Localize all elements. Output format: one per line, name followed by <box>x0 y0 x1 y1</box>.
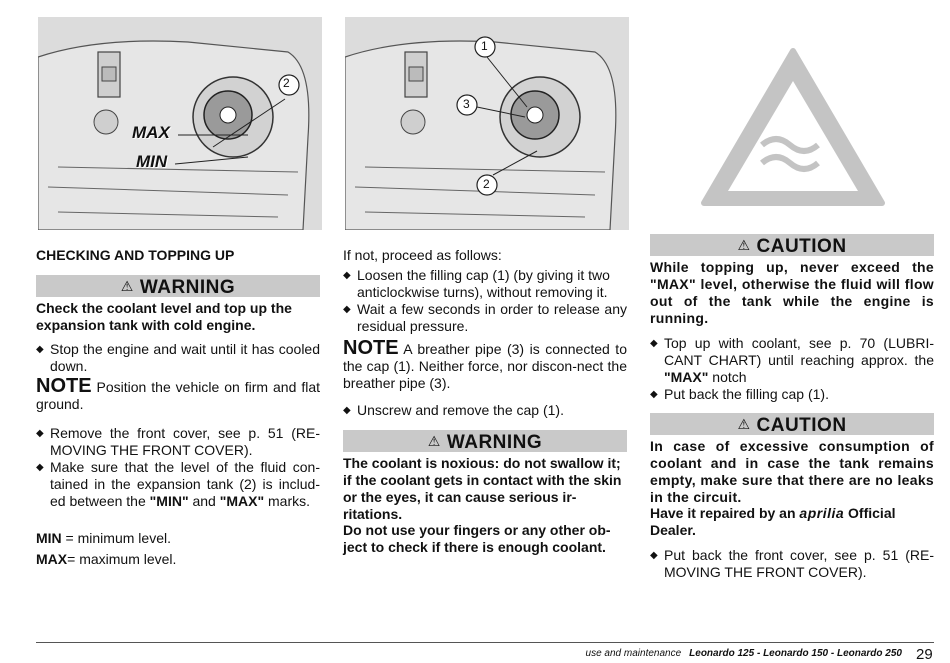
min-label: MIN <box>136 152 168 171</box>
caution-banner <box>650 413 934 435</box>
bullet-diamond-icon: ◆ <box>343 405 351 416</box>
bullet-text: Stop the engine and wait until it has cooled down. <box>50 341 320 374</box>
bullet-wait <box>343 301 627 335</box>
max-def: = maximum level. <box>67 551 177 567</box>
bullet-put-back-cover <box>650 547 934 581</box>
bullet-text: Wait a few seconds in order to release any residual pressure. <box>357 301 627 334</box>
bullet-unscrew-cap <box>343 402 627 419</box>
expansion-tank-illustration <box>38 17 322 230</box>
bullet-text: Top up with coolant, see p. 70 (LUBRI-CANT CHART) until reaching approx. the <box>664 335 934 368</box>
bullet-diamond-icon: ◆ <box>650 550 658 561</box>
warning-triangle-icon: ⚠ <box>737 416 751 432</box>
repair-text: Have it repaired by an <box>650 505 800 521</box>
caution-text-consumption: In case of excessive consumption of coolant and in case the tank remains empty, make sure that there are no leaks in the circuit. <box>650 438 934 505</box>
warning-text: Check the coolant level and top up the expansion tank with cold engine. <box>36 300 292 333</box>
note-text: A breather pipe (3) is connected to the cap (1). Neither force, nor discon-nect the breather pipe (3). <box>343 341 627 391</box>
bullet-text: Put back the front cover, see p. 51 (RE-MOVING THE FRONT COVER). <box>664 547 934 580</box>
section-heading: CHECKING AND TOPPING UP <box>36 247 235 263</box>
note-word: NOTE <box>343 337 399 359</box>
note-paragraph <box>36 375 320 413</box>
footer-models: Leonardo 125 - Leonardo 150 - Leonardo 250 <box>689 648 902 659</box>
bullet-text: Unscrew and remove the cap (1). <box>357 402 564 418</box>
aprilia-brand: aprilia <box>799 505 845 521</box>
min-def: = minimum level. <box>61 530 171 546</box>
warning-triangle-icon: ⚠ <box>120 278 134 294</box>
bullet-text: Remove the front cover, see p. 51 (RE-MOVING THE FRONT COVER). <box>50 425 320 458</box>
bullet-diamond-icon: ◆ <box>36 462 44 473</box>
warning-banner <box>36 275 320 297</box>
note-word: NOTE <box>36 375 92 397</box>
bullet-text: Put back the filling cap (1). <box>664 386 829 402</box>
bullet-text: Loosen the filling cap (1) (by giving it two anticlockwise turns), without removing it. <box>357 267 610 300</box>
bullet-stop-engine <box>36 341 320 375</box>
footer-section: use and maintenance <box>585 648 682 659</box>
footer-rule <box>36 642 934 643</box>
warning-triangle-icon: ⚠ <box>427 433 441 449</box>
callout-1: 1 <box>481 39 488 53</box>
callout-2: 2 <box>283 76 290 90</box>
page-number: 29 <box>916 646 933 663</box>
max-term: MAX <box>36 551 68 567</box>
bullet-top-up <box>650 335 934 386</box>
bullet-diamond-icon: ◆ <box>343 270 351 281</box>
bullet-diamond-icon: ◆ <box>36 344 44 355</box>
bullet-text-end: marks. <box>264 493 310 509</box>
bullet-check-level <box>36 459 320 510</box>
note-paragraph <box>343 337 627 392</box>
max-definition <box>36 551 320 568</box>
repair-text-end: Official Dealer. <box>650 505 896 538</box>
callout-2: 2 <box>483 177 490 191</box>
caution-text-repair <box>650 505 934 539</box>
caution-banner <box>650 234 934 256</box>
bullet-put-back-cap <box>650 386 934 403</box>
warning-triangle-icon: ⚠ <box>737 237 751 253</box>
footer-text <box>586 648 902 659</box>
warning-title: WARNING <box>446 432 543 453</box>
bullet-text-and: and <box>188 493 220 509</box>
callout-3: 3 <box>463 97 470 111</box>
max-mark: "MAX" <box>219 493 265 509</box>
figure-filling-cap <box>345 17 629 230</box>
max-mark: "MAX" <box>664 369 709 385</box>
hot-surface-hazard-icon <box>700 45 886 210</box>
min-term: MIN <box>36 530 62 546</box>
bullet-text: Make sure that the level of the fluid con-tained in the expansion tank (2) is includ-ed between the <box>50 459 320 509</box>
bullet-diamond-icon: ◆ <box>650 389 658 400</box>
bullet-remove-cover <box>36 425 320 459</box>
caution-text-max: While topping up, never exceed the "MAX" level, otherwise the fluid will flow out of the tank while the engine is running. <box>650 259 934 326</box>
warning-banner <box>343 430 627 452</box>
figure-expansion-tank-levels <box>38 17 322 230</box>
bullet-text-end: notch <box>708 369 747 385</box>
bullet-diamond-icon: ◆ <box>36 428 44 439</box>
min-mark: "MIN" <box>149 493 189 509</box>
warning-title: WARNING <box>139 277 236 298</box>
min-definition <box>36 530 320 547</box>
warning-text-noxious: The coolant is noxious: do not swallow it; if the coolant gets in contact with the skin or the eyes, it can cause serious ir-ritations. <box>343 455 622 522</box>
intro-text: If not, proceed as follows: <box>343 247 502 263</box>
bullet-diamond-icon: ◆ <box>650 338 658 349</box>
bullet-diamond-icon: ◆ <box>343 304 351 315</box>
max-label: MAX <box>132 123 170 142</box>
caution-title: CAUTION <box>756 415 847 436</box>
note-text: Position the vehicle on firm and flat ground. <box>36 379 320 412</box>
caution-title: CAUTION <box>756 236 847 257</box>
bullet-loosen-cap <box>343 267 627 301</box>
warning-text-fingers: Do not use your fingers or any other ob-ject to check if there is enough coolant. <box>343 522 611 555</box>
